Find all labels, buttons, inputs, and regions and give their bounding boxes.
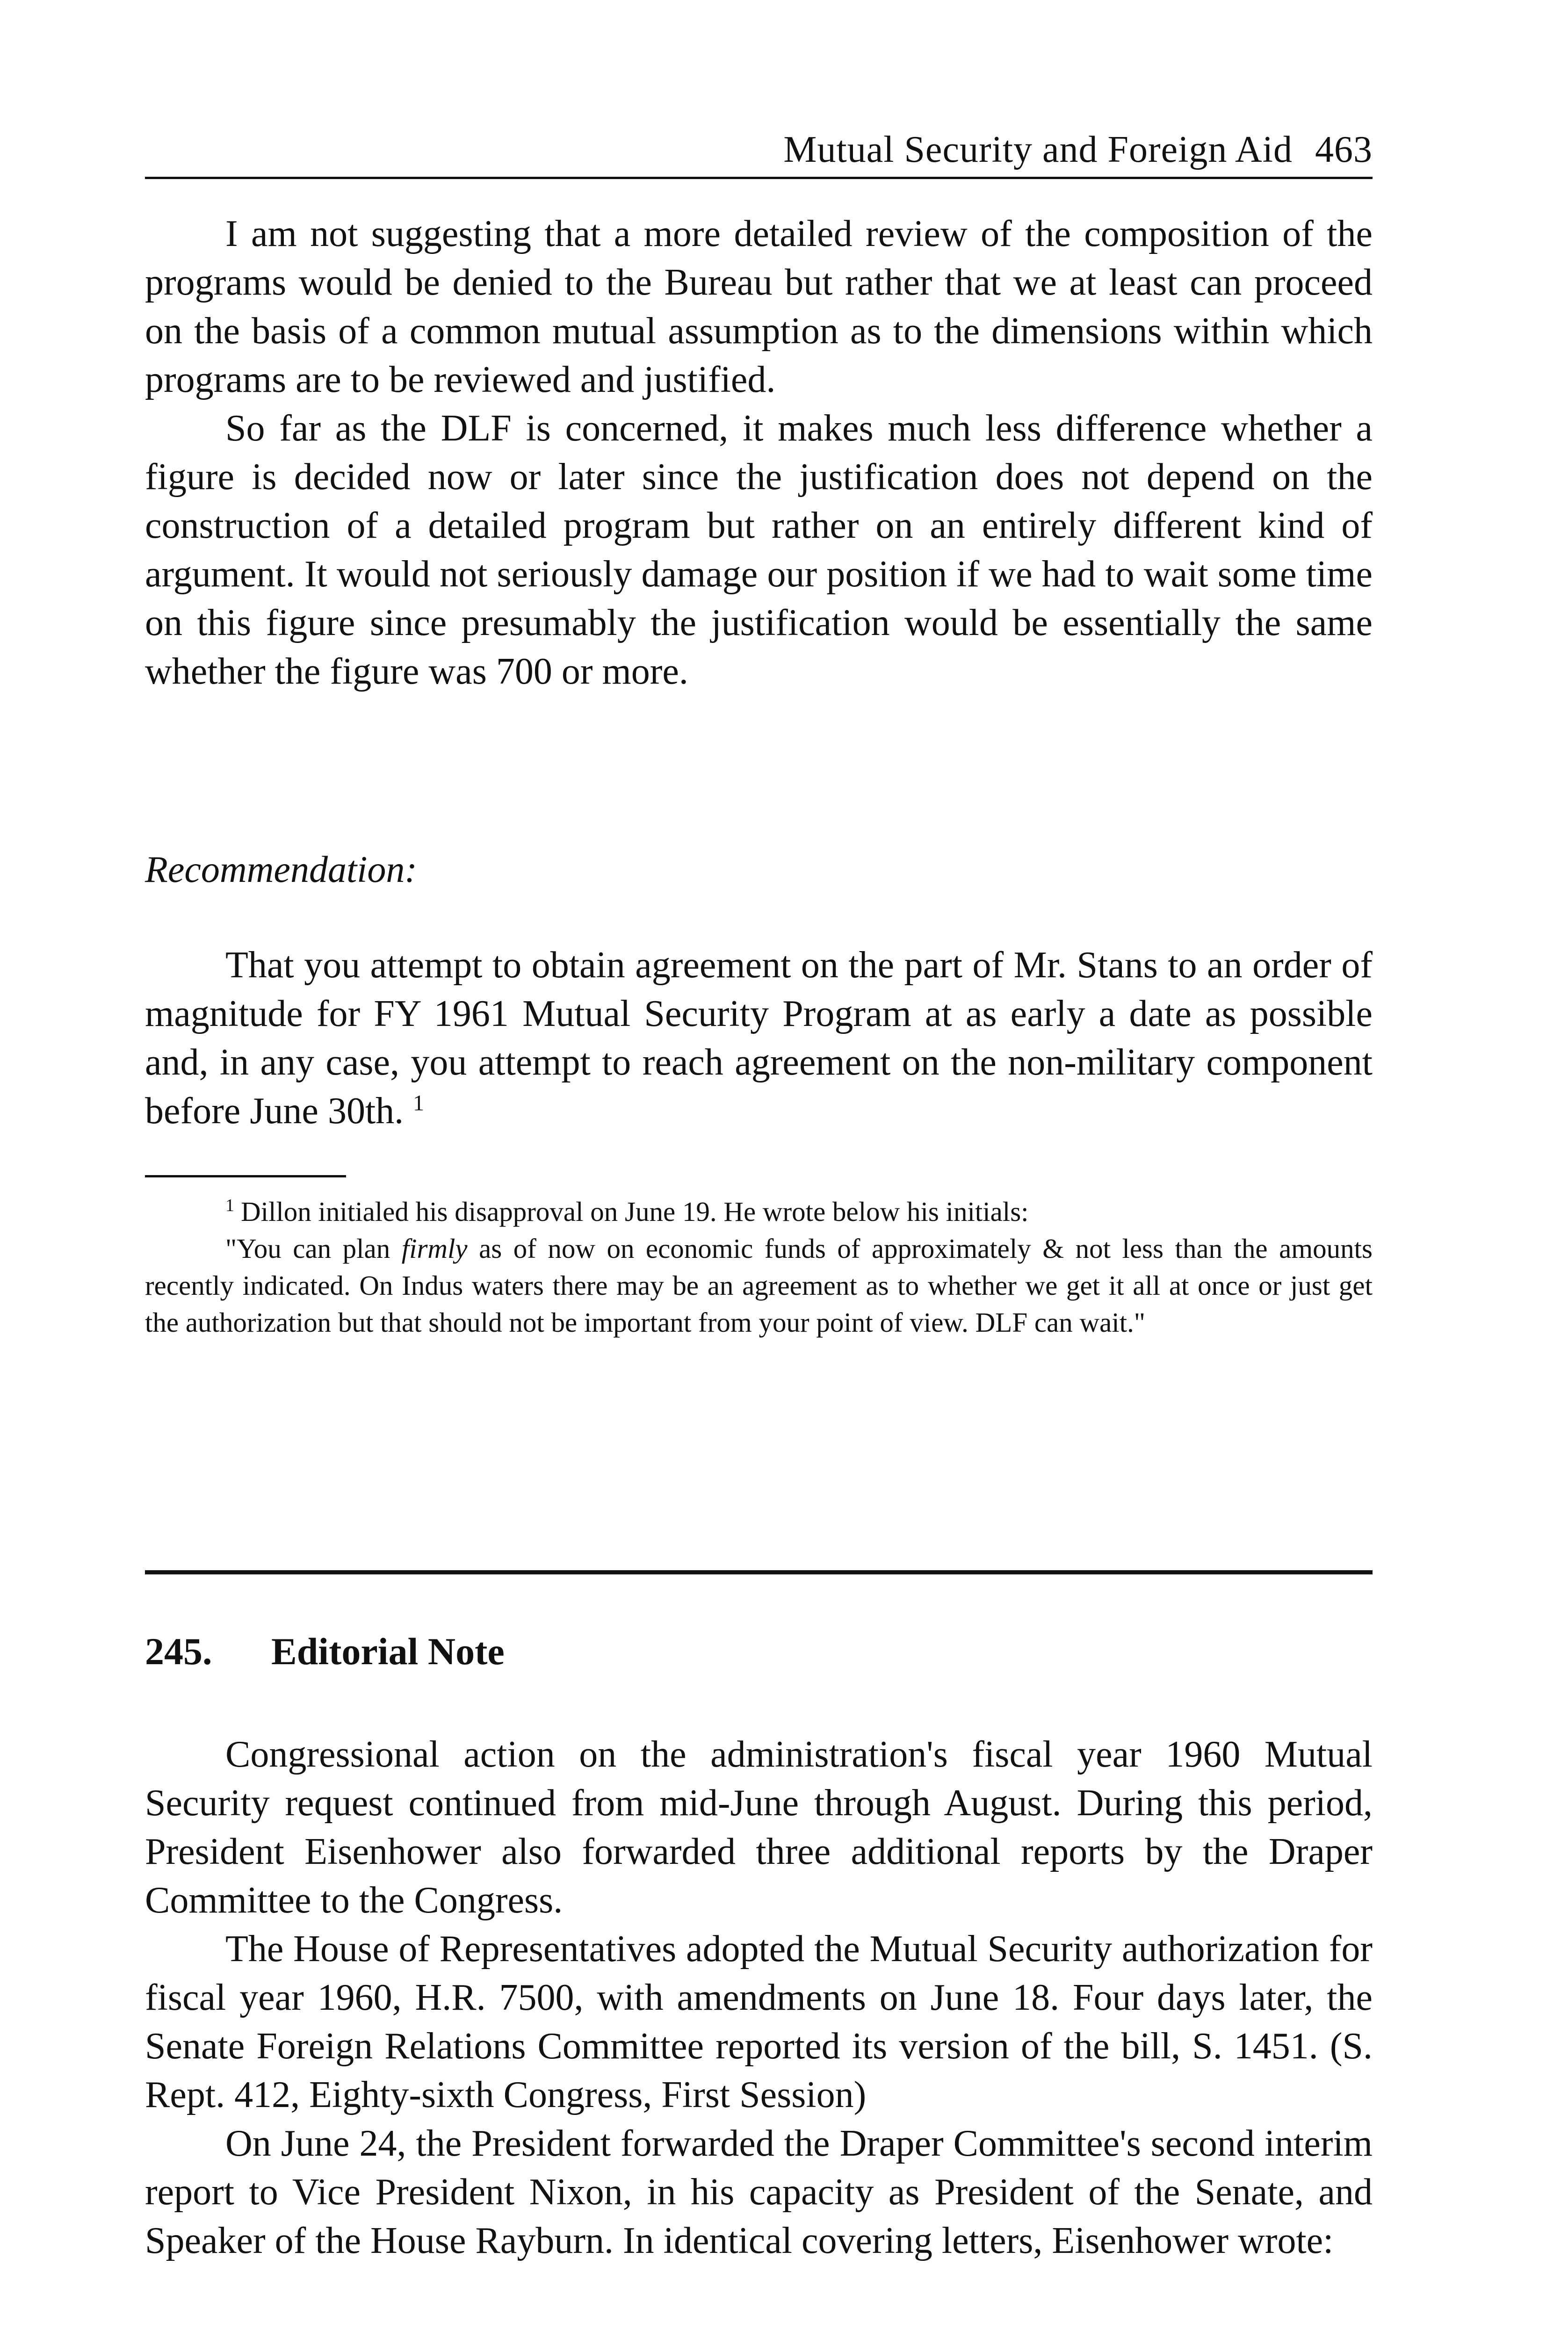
footnote-marker: 1	[225, 1196, 234, 1216]
footnote-block	[145, 1193, 1373, 1341]
document-page	[145, 0, 1373, 2338]
paragraph-house-adopted: The House of Representatives adopted the Mutual Security authorization for fiscal year 1960, H.R. 7500, with amendments on June 18. Four days later, the Senate Foreign Relations Committee reported its version of the bill, S. 1451. (S. Rept. 412, Eighty-sixth Congress, First Session)	[145, 1928, 1373, 2115]
recommendation-heading: Recommendation:	[145, 849, 418, 890]
paragraph-june-24: On June 24, the President forwarded the Draper Committee's second interim report to Vice President Nixon, in his capacity as President of the Senate, and Speaker of the House Rayburn. In identical covering letters, Eisenhower wrote:	[145, 2123, 1373, 2261]
paragraph-congressional-action: Congressional action on the administration's fiscal year 1960 Mutual Security request continued from mid-June through August. During this period, President Eisenhower also forwarded three additional reports by the Draper Committee to the Congress.	[145, 1734, 1373, 1921]
footnote-rule	[145, 1175, 346, 1177]
body-block-1	[145, 209, 1373, 696]
page-number: 463	[1315, 129, 1373, 170]
section-body	[145, 1730, 1373, 2265]
running-header	[783, 126, 1373, 173]
footnote-quote-rest: as of now on economic funds of approximately & not less than the amounts recently indicated. On Indus waters there may be an agreement as to whether we get it all at once or just get the authorization but that should not be important from your point of view. DLF can wait."	[145, 1233, 1373, 1338]
running-title: Mutual Security and Foreign Aid	[783, 129, 1293, 170]
header-rule	[145, 177, 1373, 179]
recommendation-text: That you attempt to obtain agreement on the part of Mr. Stans to an order of magnitude for FY 1961 Mutual Security Program at as early a date as possible and, in any case, you attempt to reach agreement on the non-military component before June 30th.	[145, 945, 1373, 1132]
footnote-reference: 1	[413, 1090, 425, 1116]
section-heading	[145, 1627, 505, 1676]
recommendation-block	[145, 845, 1373, 894]
section-rule	[145, 1570, 1373, 1574]
paragraph-review: I am not suggesting that a more detailed review of the composition of the programs would be denied to the Bureau but rather that we at least can proceed on the basis of a common mutual assumption as to the dimensions within which programs are to be reviewed and justified.	[145, 213, 1373, 400]
footnote-intro: Dillon initialed his disapproval on June 19. He wrote below his initials:	[241, 1196, 1029, 1227]
paragraph-dlf: So far as the DLF is concerned, it makes much less difference whether a figure is decided now or later since the justification does not depend on the construction of a detailed program but rather on an entirely different kind of argument. It would not seriously damage our position if we had to wait some time on this figure since presumably the justification would be essentially the same whether the figure was 700 or more.	[145, 408, 1373, 692]
paragraph-recommendation	[145, 941, 1373, 1135]
footnote-quote-emphasis: firmly	[401, 1233, 468, 1264]
body-block-2	[145, 941, 1373, 1135]
section-title: Editorial Note	[271, 1630, 505, 1673]
section-number: 245.	[145, 1630, 212, 1673]
footnote-quote	[145, 1230, 1373, 1341]
footnote-quote-start: "You can plan	[225, 1233, 402, 1264]
footnote-line-1	[145, 1193, 1373, 1230]
